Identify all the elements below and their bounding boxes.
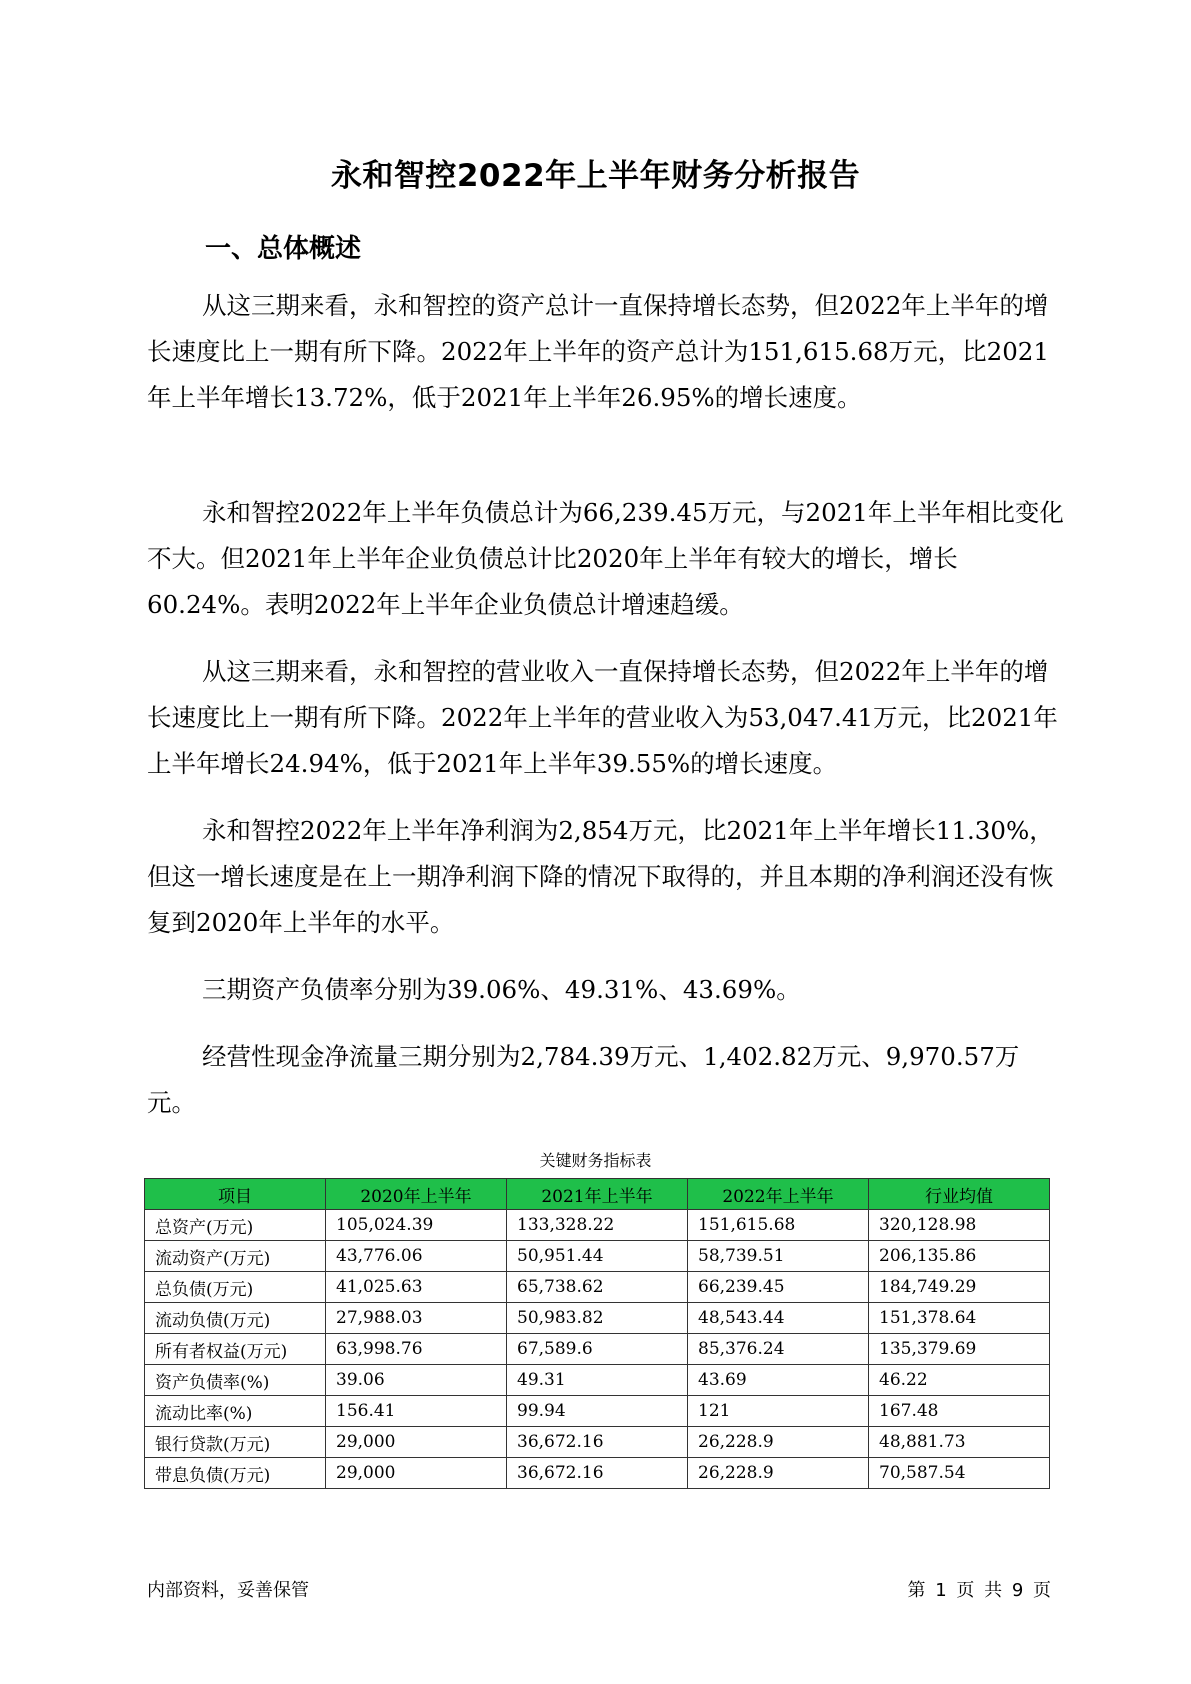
table-cell: 156.41 [326,1396,507,1427]
table-cell: 48,543.44 [688,1303,869,1334]
table-cell: 36,672.16 [507,1427,688,1458]
table-cell: 151,615.68 [688,1210,869,1241]
table-cell: 流动比率(%) [145,1396,326,1427]
header-item: 项目 [145,1179,326,1210]
table-row [145,1210,1050,1241]
table-cell: 206,135.86 [869,1241,1050,1272]
report-title: 永和智控2022年上半年财务分析报告 [330,158,861,194]
table-cell: 资产负债率(%) [145,1365,326,1396]
header-2020h1: 2020年上半年 [326,1179,507,1210]
table-cell: 58,739.51 [688,1241,869,1272]
table-cell: 流动资产(万元) [145,1241,326,1272]
paragraph-cash-flow: 经营性现金净流量三期分别为2,784.39万元、1,402.82万元、9,970.57万元。 [147,1042,1020,1117]
table-cell: 26,228.9 [688,1458,869,1489]
table-cell: 50,983.82 [507,1303,688,1334]
table-cell: 带息负债(万元) [145,1458,326,1489]
table-cell: 36,672.16 [507,1458,688,1489]
table-cell: 65,738.62 [507,1272,688,1303]
table-cell: 50,951.44 [507,1241,688,1272]
paragraph-revenue: 从这三期来看，永和智控的营业收入一直保持增长态势，但2022年上半年的增长速度比上一期有所下降。2022年上半年的营业收入为53,047.41万元，比2021年上半年增长24.94%，低于2021年上半年39.55%的增长速度。 [147,657,1058,778]
table-cell: 67,589.6 [507,1334,688,1365]
table-cell: 151,378.64 [869,1303,1050,1334]
table-cell: 70,587.54 [869,1458,1050,1489]
table-cell: 105,024.39 [326,1210,507,1241]
table-cell: 135,379.69 [869,1334,1050,1365]
table-cell: 99.94 [507,1396,688,1427]
table-cell: 27,988.03 [326,1303,507,1334]
table-cell: 167.48 [869,1396,1050,1427]
table-cell: 121 [688,1396,869,1427]
paragraph-liabilities: 永和智控2022年上半年负债总计为66,239.45万元，与2021年上半年相比变化不大。但2021年上半年企业负债总计比2020年上半年有较大的增长，增长60.24%。表明2022年上半年企业负债总计增速趋缓。 [147,498,1064,619]
header-industry-avg: 行业均值 [869,1179,1050,1210]
table-cell: 184,749.29 [869,1272,1050,1303]
table-cell: 26,228.9 [688,1427,869,1458]
table-cell: 总负债(万元) [145,1272,326,1303]
table-row [145,1303,1050,1334]
table-cell: 85,376.24 [688,1334,869,1365]
table-cell: 66,239.45 [688,1272,869,1303]
table-cell: 所有者权益(万元) [145,1334,326,1365]
table-cell: 流动负债(万元) [145,1303,326,1334]
section-heading: 一、总体概述 [205,234,362,264]
table-cell: 银行贷款(万元) [145,1427,326,1458]
table-cell: 63,998.76 [326,1334,507,1365]
key-financial-table [144,1178,1050,1489]
table-cell: 49.31 [507,1365,688,1396]
table-cell: 总资产(万元) [145,1210,326,1241]
table-header-row [145,1179,1050,1210]
table-cell: 43,776.06 [326,1241,507,1272]
paragraph-debt-ratio: 三期资产负债率分别为39.06%、49.31%、43.69%。 [202,975,801,1004]
table-row [145,1427,1050,1458]
table-row [145,1365,1050,1396]
page-number: 第 1 页 共 9 页 [907,1580,1051,1601]
table-row [145,1458,1050,1489]
table-cell: 133,328.22 [507,1210,688,1241]
table-cell: 29,000 [326,1427,507,1458]
table-row [145,1396,1050,1427]
table-cell: 43.69 [688,1365,869,1396]
table-cell: 46.22 [869,1365,1050,1396]
header-2021h1: 2021年上半年 [507,1179,688,1210]
table-cell: 39.06 [326,1365,507,1396]
paragraph-assets: 从这三期来看，永和智控的资产总计一直保持增长态势，但2022年上半年的增长速度比上一期有所下降。2022年上半年的资产总计为151,615.68万元，比2021年上半年增长13.72%，低于2021年上半年26.95%的增长速度。 [147,291,1049,412]
table-row [145,1241,1050,1272]
table-row [145,1272,1050,1303]
table-caption: 关键财务指标表 [539,1151,652,1170]
table-cell: 29,000 [326,1458,507,1489]
table-cell: 48,881.73 [869,1427,1050,1458]
paragraph-net-profit: 永和智控2022年上半年净利润为2,854万元，比2021年上半年增长11.30%，但这一增长速度是在上一期净利润下降的情况下取得的，并且本期的净利润还没有恢复到2020年上半年的水平。 [147,816,1054,937]
table-cell: 41,025.63 [326,1272,507,1303]
table-cell: 320,128.98 [869,1210,1050,1241]
table-row [145,1334,1050,1365]
confidentiality-note: 内部资料，妥善保管 [147,1580,309,1601]
header-2022h1: 2022年上半年 [688,1179,869,1210]
